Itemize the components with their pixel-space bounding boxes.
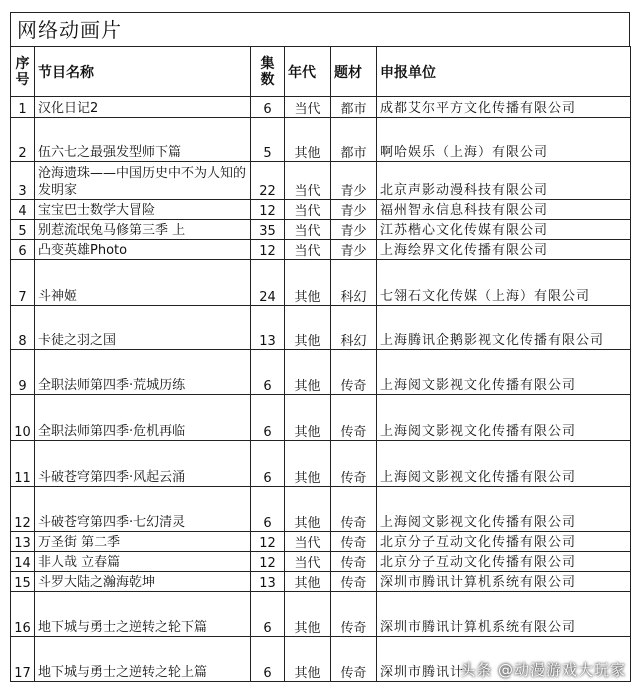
row-episodes: 6 — [251, 487, 285, 532]
row-genre: 青少 — [331, 220, 377, 240]
row-unit: 上海阅文影视文化传播有限公司 — [377, 441, 631, 487]
row-episodes: 12 — [251, 532, 285, 552]
row-episodes: 6 — [251, 441, 285, 487]
row-unit: 啊哈娱乐（上海）有限公司 — [377, 118, 631, 162]
row-no: 14 — [11, 552, 35, 572]
row-name: 凸变英雄Photo — [35, 240, 251, 260]
table-body — [11, 97, 631, 682]
row-episodes: 5 — [251, 118, 285, 162]
row-unit: 江苏楷心文化传媒有限公司 — [377, 220, 631, 240]
program-table — [10, 46, 631, 682]
table-row — [11, 487, 631, 532]
row-era: 当代 — [285, 97, 331, 118]
row-genre: 青少 — [331, 240, 377, 260]
row-episodes: 12 — [251, 240, 285, 260]
row-era: 当代 — [285, 162, 331, 200]
row-era: 其他 — [285, 306, 331, 350]
row-episodes: 6 — [251, 592, 285, 637]
row-no: 15 — [11, 572, 35, 592]
row-era: 其他 — [285, 395, 331, 441]
row-no: 9 — [11, 350, 35, 395]
row-no: 11 — [11, 441, 35, 487]
row-unit: 北京声影动漫科技有限公司 — [377, 162, 631, 200]
row-unit: 上海阅文影视文化传播有限公司 — [377, 350, 631, 395]
row-unit: 七翎石文化传媒（上海）有限公司 — [377, 260, 631, 306]
row-unit: 深圳市腾讯计 — [377, 637, 631, 682]
row-no: 5 — [11, 220, 35, 240]
row-no: 8 — [11, 306, 35, 350]
row-era: 其他 — [285, 487, 331, 532]
row-unit: 上海腾讯企鹅影视文化传播有限公司 — [377, 306, 631, 350]
row-episodes: 12 — [251, 552, 285, 572]
row-era: 当代 — [285, 240, 331, 260]
row-unit: 深圳市腾讯计算机系统有限公司 — [377, 572, 631, 592]
section-title: 网络动画片 — [10, 12, 630, 46]
row-unit: 福州智永信息科技有限公司 — [377, 200, 631, 220]
row-no: 1 — [11, 97, 35, 118]
row-no: 3 — [11, 162, 35, 200]
row-name: 斗破苍穹第四季·七幻清灵 — [35, 487, 251, 532]
table-row — [11, 162, 631, 200]
row-no: 6 — [11, 240, 35, 260]
row-genre: 传奇 — [331, 637, 377, 682]
row-era: 其他 — [285, 118, 331, 162]
row-genre: 科幻 — [331, 260, 377, 306]
row-era: 当代 — [285, 200, 331, 220]
row-genre: 科幻 — [331, 306, 377, 350]
table-row — [11, 97, 631, 118]
row-episodes: 22 — [251, 162, 285, 200]
row-episodes: 6 — [251, 395, 285, 441]
row-genre: 传奇 — [331, 592, 377, 637]
row-no: 13 — [11, 532, 35, 552]
row-name: 斗罗大陆之瀚海乾坤 — [35, 572, 251, 592]
row-no: 12 — [11, 487, 35, 532]
table-row — [11, 552, 631, 572]
row-genre: 传奇 — [331, 441, 377, 487]
row-name: 万圣街 第二季 — [35, 532, 251, 552]
row-episodes: 12 — [251, 200, 285, 220]
row-episodes: 13 — [251, 572, 285, 592]
row-name: 宝宝巴士数学大冒险 — [35, 200, 251, 220]
row-name: 斗神姬 — [35, 260, 251, 306]
table-row — [11, 220, 631, 240]
table-row — [11, 306, 631, 350]
row-name: 全职法师第四季·荒城历练 — [35, 350, 251, 395]
row-episodes: 35 — [251, 220, 285, 240]
row-era: 当代 — [285, 552, 331, 572]
row-name: 伍六七之最强发型师下篇 — [35, 118, 251, 162]
row-era: 其他 — [285, 441, 331, 487]
table-row — [11, 395, 631, 441]
row-name: 别惹流氓兔马修第三季 上 — [35, 220, 251, 240]
table-row — [11, 441, 631, 487]
row-name: 地下城与勇士之逆转之轮上篇 — [35, 637, 251, 682]
row-unit: 北京分子互动文化传播有限公司 — [377, 552, 631, 572]
row-genre: 传奇 — [331, 552, 377, 572]
row-no: 2 — [11, 118, 35, 162]
row-era: 其他 — [285, 350, 331, 395]
row-genre: 传奇 — [331, 350, 377, 395]
row-genre: 传奇 — [331, 532, 377, 552]
watermark: 头条 @动漫游戏大玩家 — [460, 661, 626, 679]
row-unit: 成都艾尔平方文化传播有限公司 — [377, 97, 631, 118]
table-row — [11, 350, 631, 395]
row-name: 非人哉 立春篇 — [35, 552, 251, 572]
table-row — [11, 260, 631, 306]
row-genre: 青少 — [331, 200, 377, 220]
header-no: 序号 — [11, 47, 35, 97]
row-unit: 深圳市腾讯计算机系统有限公司 — [377, 592, 631, 637]
row-genre: 传奇 — [331, 572, 377, 592]
row-name: 斗破苍穹第四季·风起云涌 — [35, 441, 251, 487]
header-unit: 申报单位 — [377, 47, 631, 97]
row-episodes: 6 — [251, 637, 285, 682]
row-unit: 上海绘界文化传播有限公司 — [377, 240, 631, 260]
table-row — [11, 592, 631, 637]
table-row — [11, 532, 631, 552]
row-name: 沧海遗珠——中国历史中不为人知的发明家 — [35, 162, 251, 200]
row-episodes: 13 — [251, 306, 285, 350]
row-name: 卡徒之羽之国 — [35, 306, 251, 350]
table-row — [11, 240, 631, 260]
row-era: 其他 — [285, 637, 331, 682]
row-era: 其他 — [285, 260, 331, 306]
row-no: 7 — [11, 260, 35, 306]
row-genre: 青少 — [331, 162, 377, 200]
row-era: 当代 — [285, 532, 331, 552]
row-genre: 传奇 — [331, 487, 377, 532]
table-row — [11, 572, 631, 592]
row-name: 汉化日记2 — [35, 97, 251, 118]
table-row — [11, 118, 631, 162]
row-era: 其他 — [285, 592, 331, 637]
header-genre: 题材 — [331, 47, 377, 97]
row-unit: 北京分子互动文化传播有限公司 — [377, 532, 631, 552]
table-header-row — [11, 47, 631, 97]
row-unit: 上海阅文影视文化传播有限公司 — [377, 395, 631, 441]
row-episodes: 6 — [251, 97, 285, 118]
row-name: 地下城与勇士之逆转之轮下篇 — [35, 592, 251, 637]
row-no: 10 — [11, 395, 35, 441]
row-genre: 都市 — [331, 118, 377, 162]
header-episodes: 集数 — [251, 47, 285, 97]
row-era: 其他 — [285, 572, 331, 592]
row-no: 16 — [11, 592, 35, 637]
header-era: 年代 — [285, 47, 331, 97]
row-era: 当代 — [285, 220, 331, 240]
table-row — [11, 200, 631, 220]
row-episodes: 6 — [251, 350, 285, 395]
row-genre: 都市 — [331, 97, 377, 118]
header-name: 节目名称 — [35, 47, 251, 97]
row-unit: 上海阅文影视文化传播有限公司 — [377, 487, 631, 532]
row-no: 4 — [11, 200, 35, 220]
row-name: 全职法师第四季·危机再临 — [35, 395, 251, 441]
row-no: 17 — [11, 637, 35, 682]
row-genre: 传奇 — [331, 395, 377, 441]
row-episodes: 24 — [251, 260, 285, 306]
